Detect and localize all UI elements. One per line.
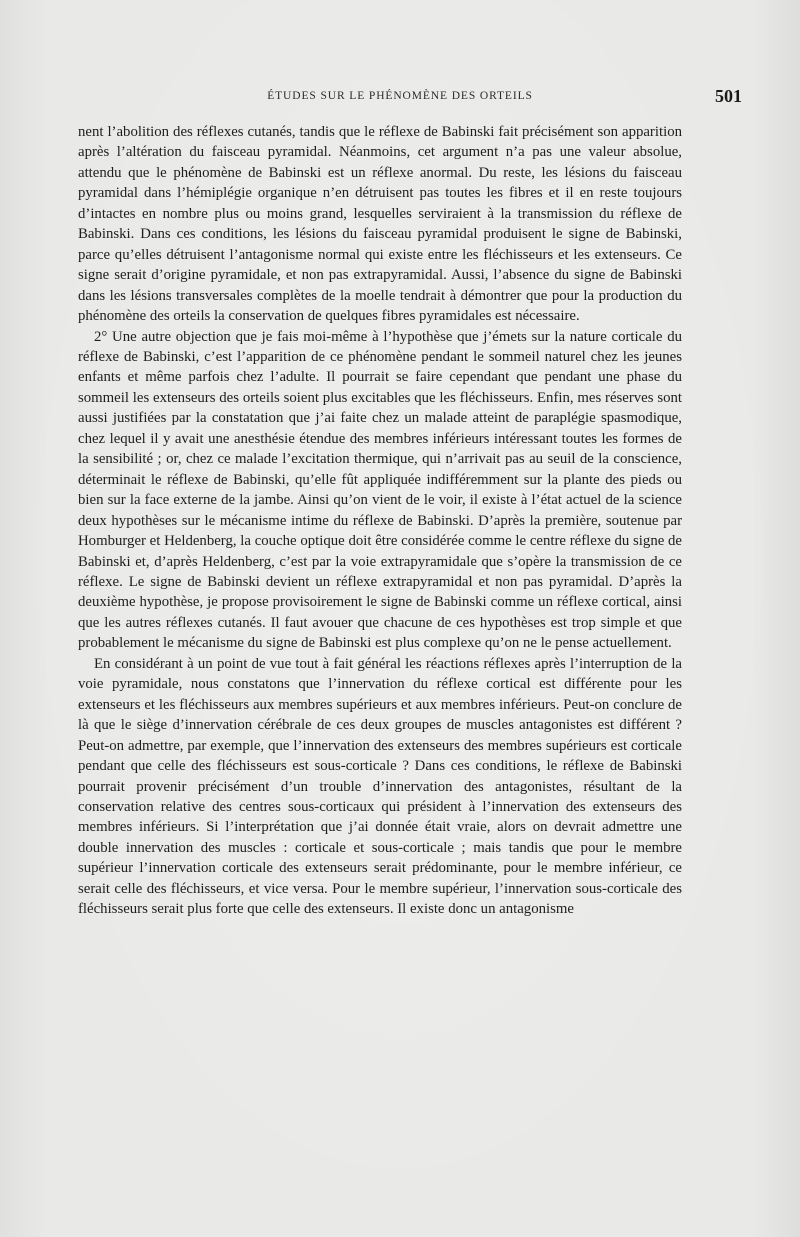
running-head [60, 86, 740, 110]
running-title: ÉTUDES SUR LE PHÉNOMÈNE DES ORTEILS [267, 90, 533, 102]
paragraph-second-objection: 2° Une autre objection que je fais moi-même à l’hypothèse que j’émets sur la nature corticale du réflexe de Babinski, c’est l’apparition de ce phénomène pendant le sommeil naturel chez les jeunes enfants et même parfois chez l’adulte. Il pourrait se faire cependant que pendant une phase du sommeil les extenseurs des orteils soient plus excitables que les fléchisseurs. Enfin, mes réserves sont aussi justifiées par la constatation que j’ai faite chez un malade atteint de paraplégie spasmodique, chez lequel il y avait une anesthésie étendue des membres inférieurs intéressant toutes les formes de la sensibilité ; or, chez ce malade l’excitation thermique, qui n’arrivait pas au seuil de la conscience, déterminait le réflexe de Babinski, qu’elle fût appliquée indifféremment sur la plante des pieds ou bien sur la face externe de la jambe. Ainsi qu’on vient de le voir, il existe à l’état actuel de la science deux hypothèses sur le mécanisme intime du réflexe de Babinski. D’après la première, soutenue par Homburger et Heldenberg, la couche optique doit être considérée comme le centre réflexe du signe de Babinski et, d’après Heldenberg, c’est par la voie extrapyramidale que s’opère la transmission de ce réflexe. Le signe de Babinski devient un réflexe extrapyramidal et non pas pyramidal. D’après la deuxième hypothèse, je propose provisoirement le signe de Babinski comme un réflexe cortical, ainsi que les autres réflexes cutanés. Il faut avouer que chacune de ces hypothèses est trop simple et que probablement le mécanisme du signe de Babinski est plus complexe qu’on ne le pense actuellement. [78, 328, 682, 652]
paragraph-general-considerations: En considérant à un point de vue tout à fait général les réactions réflexes après l’interruption de la voie pyramidale, nous constatons que l’innervation du réflexe cortical est différente pour les extenseurs et les fléchisseurs aux membres supérieurs et aux membres inférieurs. Peut-on conclure de là que le siège d’innervation cérébrale de ces deux groupes de muscles antagonistes est différent ? Peut-on admettre, par exemple, que l’innervation des extenseurs des membres supérieurs est corticale pendant que celle des fléchisseurs est sous-corticale ? Dans ces conditions, le réflexe de Babinski pourrait provenir précisément d’un trouble d’innervation des antagonistes, résultant de la conservation relative des centres sous-corticaux qui président à l’innervation des extenseurs des membres inférieurs. Si l’interprétation que j’ai donnée était vraie, alors on devrait admettre une double innervation des muscles : corticale et sous-corticale ; mais tandis que pour le membre supérieur l’innervation corticale des extenseurs serait prédominante, pour le membre inférieur, ce serait celle des fléchisseurs, et vice versa. Pour le membre supérieur, l’innervation sous-corticale des fléchisseurs serait plus forte que celle des extenseurs. Il existe donc un antagonisme [78, 655, 682, 918]
page-number: 501 [715, 86, 742, 106]
paragraph-continuation: nent l’abolition des réflexes cutanés, tandis que le réflexe de Babinski fait précisément son apparition après l’altération du faisceau pyramidal. Néanmoins, cet argument n’a pas une valeur absolue, attendu que le phénomène de Babinski est un réflexe anormal. Du reste, les lésions du faisceau pyramidal dans l’hémiplégie organique n’en détruisent pas toutes les fibres et il en reste toujours d’intactes en nombre plus ou moins grand, lesquelles serviraient à la transmission du réflexe de Babinski. Dans ces conditions, les lésions du faisceau pyramidal produisent le signe de Babinski, parce qu’elles détruisent l’antagonisme normal qui existe entre les fléchisseurs et les extenseurs. Ce signe serait d’origine pyramidale, et non pas extrapyramidal. Aussi, l’absence du signe de Babinski dans les lésions transversales complètes de la moelle tendrait à démontrer que pour la production du phénomène des orteils la conservation de quelques fibres pyramidales est nécessaire. [78, 124, 682, 325]
body-text [78, 122, 682, 920]
